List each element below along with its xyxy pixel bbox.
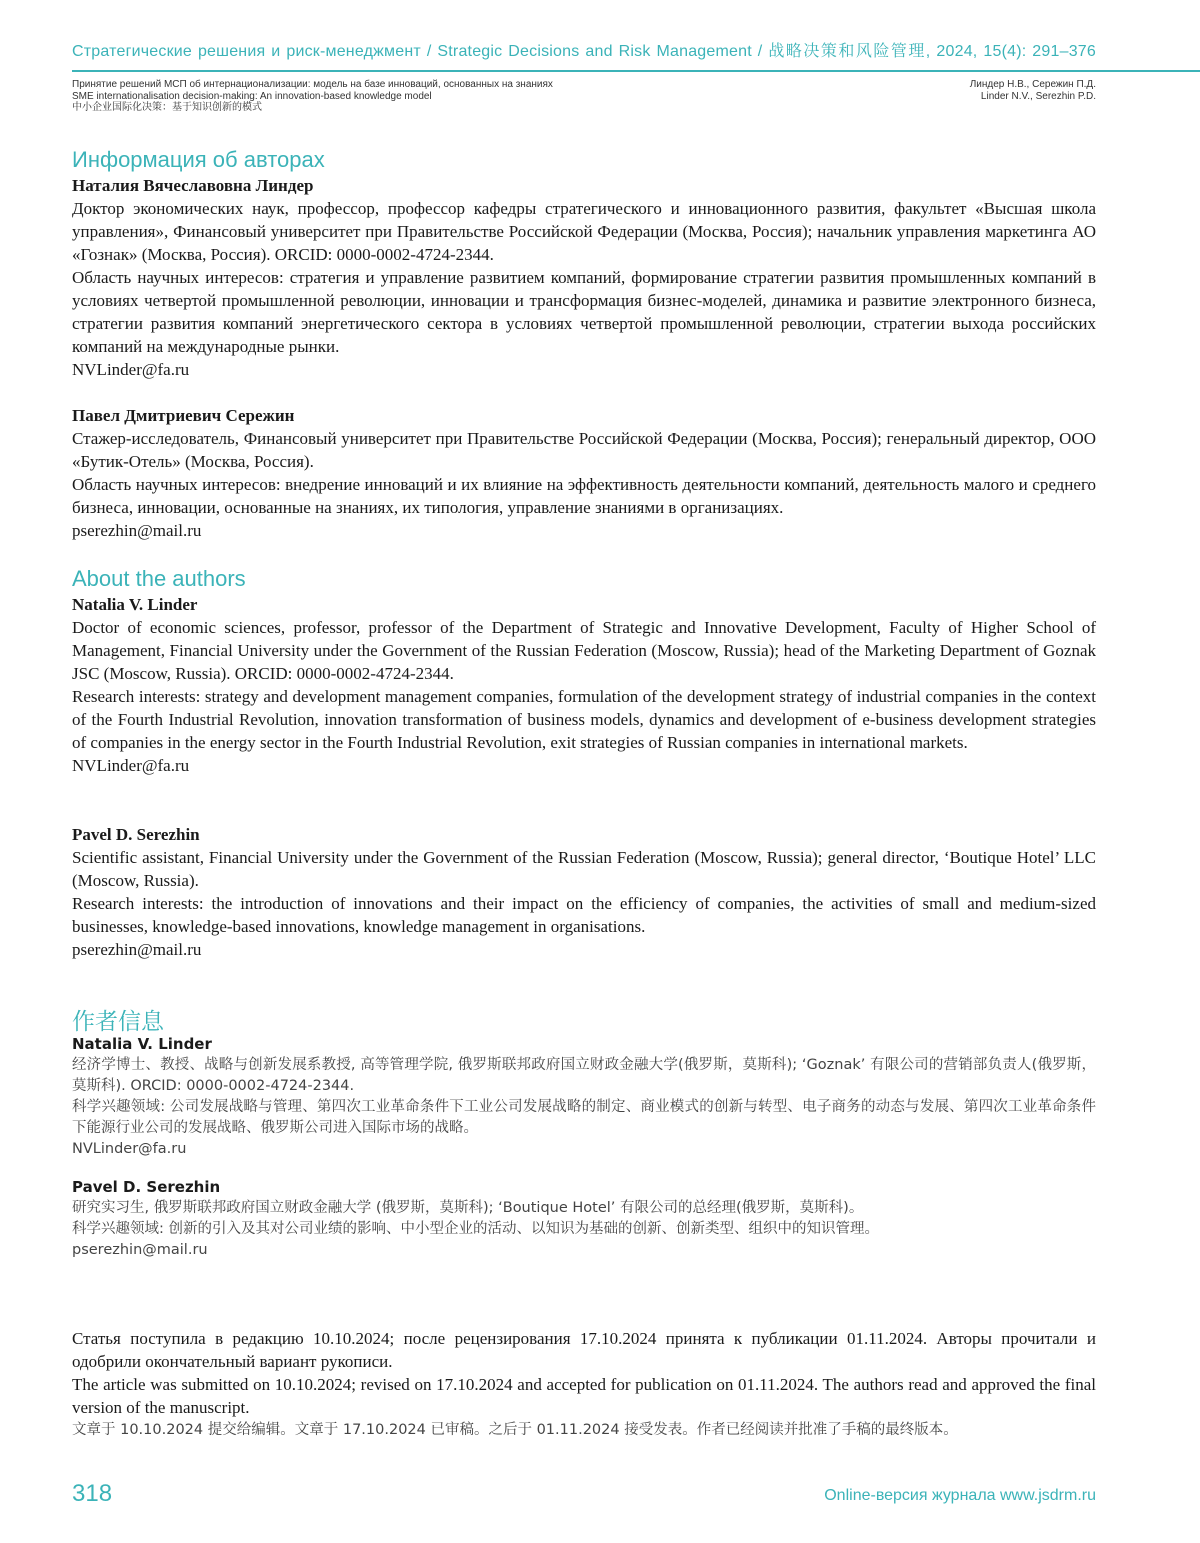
author-interests: 科学兴趣领域: 创新的引入及其对公司业绩的影响、中小型企业的活动、以知识为基础的创新、创新类型、组织中的知识管理。	[72, 1221, 879, 1237]
author-name: Natalia V. Linder	[72, 595, 198, 614]
page-number: 318	[72, 1480, 113, 1507]
page	[72, 0, 1096, 1543]
submission-zh: 文章于 10.10.2024 提交给编辑。文章于 17.10.2024 已审稿。之后于 01.11.2024 接受发表。作者已经阅读并批准了手稿的最终版本。	[72, 1422, 958, 1438]
section-title-ru: Информация об авторах	[72, 147, 325, 172]
author-bio: 经济学博士、教授、战略与创新发展系教授, 高等管理学院, 俄罗斯联邦政府国立财政金融大学(俄罗斯，莫斯科); ‘Goznak’ 有限公司的营销部负责人(俄罗斯，莫斯科). ORCID: 0000-0002-4724-2344.	[72, 1057, 1096, 1094]
author-interests: 科学兴趣领域: 公司发展战略与管理、第四次工业革命条件下工业公司发展战略的制定、商业模式的创新与转型、电子商务的动态与发展、第四次工业革命条件下能源行业公司的发展战略、俄罗斯公司进入国际市场的战略。	[72, 1099, 1096, 1136]
author-bio: Доктор экономических наук, профессор, профессор кафедры стратегического и инновационного развития, факультет «Высшая школа управления», Финансовый университет при Правительстве Российской Федерации (Москва, Россия); начальник управления маркетинга АО «Гознак» (Москва, Россия). ORCID: 0000-0002-4724-2344.	[72, 199, 1096, 264]
author-bio: 研究实习生, 俄罗斯联邦政府国立财政金融大学 (俄罗斯，莫斯科); ‘Boutique Hotel’ 有限公司的总经理(俄罗斯，莫斯科)。	[72, 1200, 864, 1216]
author-email[interactable]: pserezhin@mail.ru	[72, 940, 202, 959]
author-interests: Research interests: the introduction of innovations and their impact on the efficiency of companies, the activities of small and medium-sized businesses, knowledge-based innovations, knowledge management in organisations.	[72, 894, 1096, 936]
author-block-ru-2	[72, 404, 1096, 542]
submission-ru: Статья поступила в редакцию 10.10.2024; после рецензирования 17.10.2024 принята к публикации 01.11.2024. Авторы прочитали и одобрили окончательный вариант рукописи.	[72, 1329, 1096, 1371]
running-title-zh: 中小企业国际化决策：基于知识创新的模式	[72, 102, 262, 113]
author-bio: Стажер-исследователь, Финансовый университет при Правительстве Российской Федерации (Москва, Россия); генеральный директор, ООО «Бутик-Отель» (Москва, Россия).	[72, 429, 1096, 471]
author-name: Павел Дмитриевич Сережин	[72, 406, 295, 425]
author-interests: Область научных интересов: внедрение инноваций и их влияние на эффективность деятельности компаний, деятельность малого и среднего бизнеса, инновации, основанные на знаниях, их типология, управление знаниями в организациях.	[72, 475, 1096, 517]
online-version-link[interactable]: Online-версия журнала www.jsdrm.ru	[824, 1487, 1096, 1504]
author-name: Natalia V. Linder	[72, 1035, 212, 1053]
author-block-en-1	[72, 593, 1096, 777]
author-name: Pavel D. Serezhin	[72, 1178, 221, 1196]
running-title-ru: Принятие решений МСП об интернационализации: модель на базе инноваций, основанных на знаниях	[72, 79, 553, 90]
author-bio: Doctor of economic sciences, professor, professor of the Department of Strategic and Innovative Development, Faculty of Higher School of Management, Financial University under the Government of the Russian Federation (Moscow, Russia); head of the Marketing Department of Goznak JSC (Moscow, Russia). ORCID: 0000-0002-4724-2344.	[72, 618, 1096, 683]
author-interests: Research interests: strategy and development management companies, formulation of the development strategy of industrial companies in the context of the Fourth Industrial Revolution, innovation transformation of business models, dynamics and development of e-business development strategies of companies in the energy sector in the Fourth Industrial Revolution, exit strategies of Russian companies in international markets.	[72, 687, 1096, 752]
author-block-en-2	[72, 823, 1096, 961]
author-block-ru-1	[72, 174, 1096, 381]
submission-en: The article was submitted on 10.10.2024; revised on 17.10.2024 and accepted for publication on 01.11.2024. The authors read and approved the final version of the manuscript.	[72, 1375, 1096, 1417]
running-authors-en: Linder N.V., Serezhin P.D.	[980, 90, 1096, 102]
section-title-zh: 作者信息	[72, 1008, 164, 1034]
running-authors-ru: Линдер Н.В., Сережин П.Д.	[969, 79, 1096, 90]
section-title-en: About the authors	[72, 566, 246, 591]
running-authors	[970, 79, 1096, 102]
author-email[interactable]: NVLinder@fa.ru	[72, 1141, 187, 1157]
author-name: Наталия Вячеславовна Линдер	[72, 176, 314, 195]
submission-note	[72, 1327, 1096, 1419]
header-rule	[72, 70, 1200, 72]
submission-zh-block	[72, 1420, 1096, 1441]
author-email[interactable]: pserezhin@mail.ru	[72, 521, 202, 540]
journal-header: Стратегические решения и риск-менеджмент / Strategic Decisions and Risk Management / 战略决策和风险管理, 2024, 15(4): 291–376	[72, 43, 1096, 60]
author-email[interactable]: pserezhin@mail.ru	[72, 1242, 208, 1258]
author-block-zh-1	[72, 1034, 1096, 1160]
author-email[interactable]: NVLinder@fa.ru	[72, 360, 190, 379]
author-email[interactable]: NVLinder@fa.ru	[72, 756, 190, 775]
running-title-en: SME internationalisation decision-making: An innovation-based knowledge model	[72, 90, 432, 102]
author-bio: Scientific assistant, Financial University under the Government of the Russian Federation (Moscow, Russia); general director, ‘Boutique Hotel’ LLC (Moscow, Russia).	[72, 848, 1096, 890]
author-interests: Область научных интересов: стратегия и управление развитием компаний, формирование стратегии развития промышленных компаний в условиях четвертой промышленной революции, инновации и трансформация бизнес-моделей, динамика и развитие электронного бизнеса, стратегии развития компаний энергетического сектора в условиях четвертой промышленной революции, стратегии выхода российских компаний на международные рынки.	[72, 268, 1096, 356]
running-title	[72, 79, 722, 114]
author-name: Pavel D. Serezhin	[72, 825, 200, 844]
author-block-zh-2	[72, 1177, 1096, 1261]
